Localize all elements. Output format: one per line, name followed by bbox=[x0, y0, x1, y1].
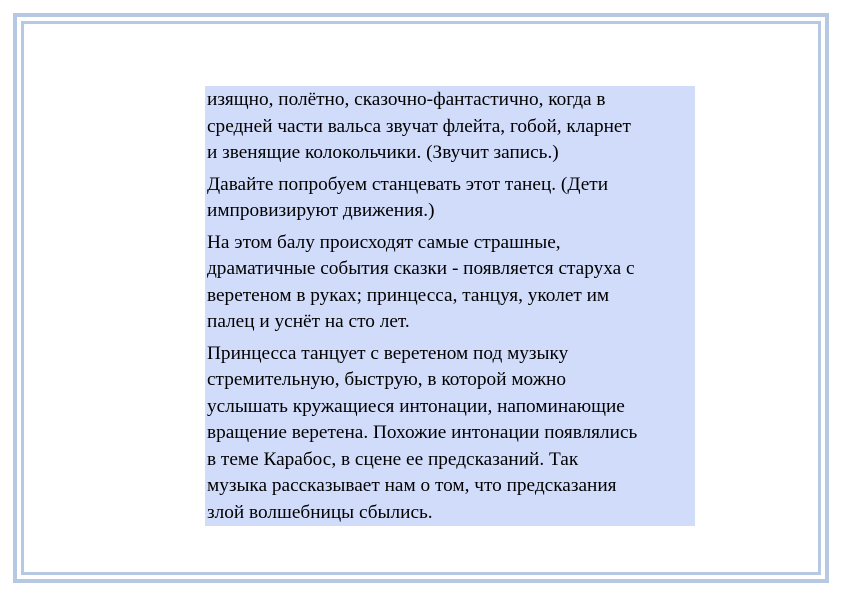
text-line: музыка рассказывает нам о том, что предсказания bbox=[207, 475, 617, 496]
paragraph-ball bbox=[207, 230, 695, 336]
text-line: средней части вальса звучат флейта, гобой, кларнет bbox=[207, 115, 631, 137]
text-line: стремительную, быструю, в которой можно bbox=[207, 369, 566, 390]
text-line: веретеном в руках; принцесса, танцуя, уколет им bbox=[207, 284, 610, 306]
text-line: злой волшебницы сбылись. bbox=[207, 501, 433, 523]
text-line: изящно, полётно, сказочно-фантастично, когда в bbox=[207, 89, 606, 110]
text-line: услышать кружащиеся интонации, напоминающие bbox=[207, 395, 625, 417]
paragraph-waltz bbox=[207, 87, 695, 167]
text-line: На этом балу происходят самые страшные, bbox=[207, 231, 561, 253]
paragraph-spindle bbox=[207, 341, 695, 527]
text-line: Принцесса танцует с веретеном под музыку bbox=[207, 342, 569, 364]
paragraph-dance bbox=[207, 172, 695, 225]
text-box bbox=[205, 86, 695, 526]
text-line: Давайте попробуем станцевать этот танец. (Дети bbox=[207, 173, 609, 195]
text-line: палец и уснёт на сто лет. bbox=[207, 311, 410, 332]
text-line: вращение веретена. Похожие интонации появлялись bbox=[207, 422, 638, 443]
text-line: и звенящие колокольчики. (Звучит запись.) bbox=[207, 142, 559, 163]
text-line: в теме Карабос, в сцене ее предсказаний. Так bbox=[207, 448, 579, 470]
text-line: импровизируют движения.) bbox=[207, 200, 435, 221]
text-line: драматичные события сказки - появляется старуха с bbox=[207, 258, 635, 279]
